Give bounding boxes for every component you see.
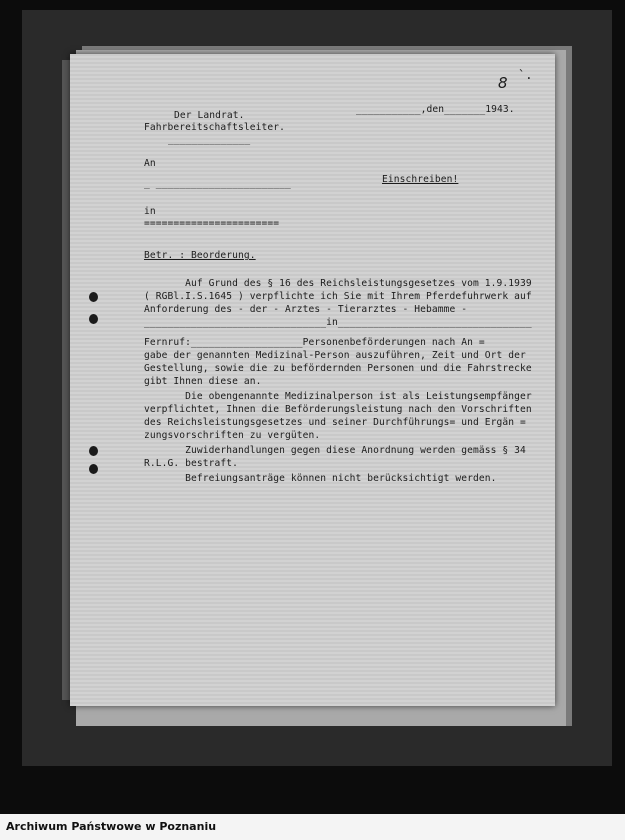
body-line: R.L.G. bestraft. (144, 458, 239, 469)
corner-mark: `. (518, 68, 533, 82)
sender-line1: Der Landrat. (174, 110, 245, 121)
body-line: Die obengenannte Medizinalperson ist als Leistungsempfänger (144, 391, 532, 402)
body-line: Fernruf:___________________Personenbeförderungen nach An = (144, 337, 485, 348)
page-number: 8 (498, 74, 508, 92)
punch-hole (89, 464, 98, 474)
addressee-label: An (144, 158, 156, 169)
body-line: Gestellung, sowie die zu befördernden Personen und die Fahrstrecke (144, 363, 532, 374)
date-line: ___________,den_______1943. (356, 104, 515, 115)
registered-mark: Einschreiben! (382, 174, 459, 185)
body-line: Befreiungsanträge können nicht berücksichtigt werden. (144, 473, 497, 484)
location-label: in (144, 206, 156, 217)
body-line: ( RGBl.I.S.1645 ) verpflichte ich Sie mit Ihrem Pferdefuhrwerk auf (144, 291, 532, 302)
sender-line2: Fahrbereitschaftsleiter. (144, 122, 286, 133)
archive-label: Archiwum Państwowe w Poznaniu (6, 820, 217, 833)
document-page (70, 54, 555, 706)
body-line: Zuwiderhandlungen gegen diese Anordnung werden gemäss § 34 (144, 445, 526, 456)
subject-line: Betr. : Beorderung. (144, 250, 256, 261)
addressee-blank: _ _______________________ (144, 178, 291, 189)
punch-hole (89, 446, 98, 456)
archive-footer (0, 814, 625, 840)
body-line: _______________________________in_________________________________ (144, 317, 532, 328)
body-line: gibt Ihnen diese an. (144, 376, 262, 387)
body-line: verpflichtet, Ihnen die Beförderungsleistung nach den Vorschriften (144, 404, 532, 415)
body-line: Anforderung des - der - Arztes - Tierarztes - Hebamme - (144, 304, 468, 315)
punch-hole (89, 314, 98, 324)
punch-hole (89, 292, 98, 302)
body-line: gabe der genannten Medizinal-Person auszuführen, Zeit und Ort der (144, 350, 526, 361)
location-blank: ======================= (144, 218, 280, 229)
sender-underline: ______________ (168, 134, 251, 145)
body-line: Auf Grund des § 16 des Reichsleistungsgesetzes vom 1.9.1939 (144, 278, 532, 289)
body-line: des Reichsleistungsgesetzes und seiner Durchführungs= und Ergän = (144, 417, 526, 428)
body-line: zungsvorschriften zu vergüten. (144, 430, 321, 441)
